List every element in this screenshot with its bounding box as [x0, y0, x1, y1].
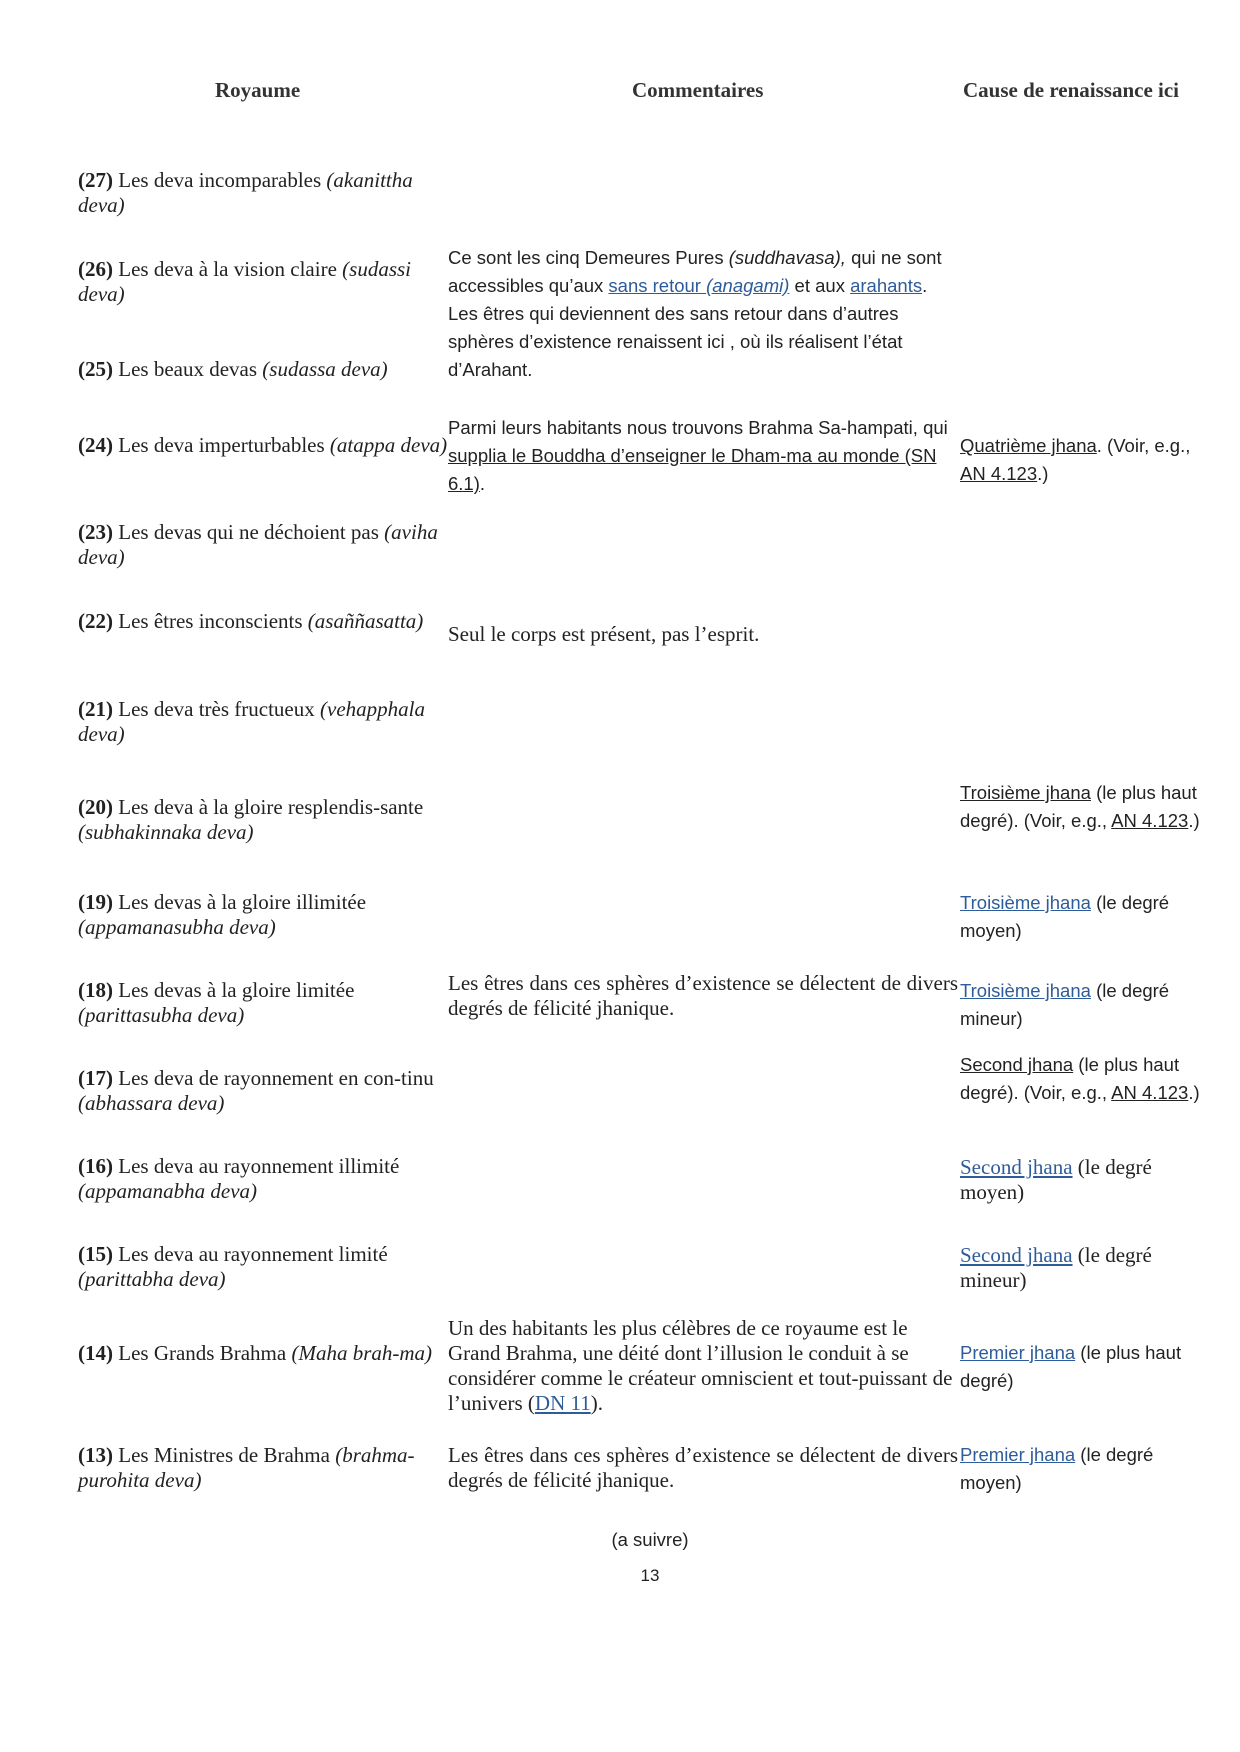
comment-text: . Les êtres qui deviennent des sans retour dans d’autres sphères d’existence renaissent ici , où ils réalisent l’état d’Arahant. [448, 275, 928, 380]
link-troisieme-jhana[interactable]: Troisième jhana [960, 892, 1091, 913]
comment-text: Un des habitants les plus célèbres de ce royaume est le Grand Brahma, une déité dont l’illusion le conduit à se considérer comme le créateur omniscient et tout-puissant de l’univers ( [448, 1316, 953, 1415]
realm-pali: (aviha deva) [78, 520, 438, 569]
realm-18 [78, 978, 448, 1028]
header-royaume: Royaume [215, 78, 301, 102]
comment-brahma-sahampati [448, 414, 953, 498]
comment-text: et aux [789, 275, 851, 296]
realm-pali: (abhassara deva) [78, 1091, 225, 1115]
cause-jhana[interactable]: Troisième jhana [960, 782, 1091, 803]
realm-pali: (subhakinnaka deva) [78, 820, 254, 844]
realm-name: Les deva au rayonnement limité [118, 1242, 388, 1266]
realm-number: (18) [78, 978, 113, 1002]
cause-text: (le plus haut degré). (Voir, e.g., [960, 1054, 1180, 1103]
cause-jhana[interactable]: Quatrième jhana [960, 435, 1097, 456]
realm-name: Les deva au rayonnement illimité [118, 1154, 400, 1178]
realm-pali: (vehapphala deva) [78, 697, 425, 746]
comment-pure-abodes [448, 244, 948, 384]
cause-text: .) [1037, 463, 1049, 484]
realm-number: (19) [78, 890, 113, 914]
an-reference[interactable]: AN 4.123 [1111, 1082, 1189, 1103]
comment-text: ). [590, 1391, 603, 1415]
realm-pali: (appamanasubha deva) [78, 915, 276, 939]
realm-number: (25) [78, 357, 113, 381]
link-dn-11[interactable]: DN 11 [534, 1391, 591, 1415]
link-premier-jhana[interactable]: Premier jhana [960, 1444, 1076, 1465]
cause-text: .) [1188, 1082, 1200, 1103]
cause-jhana[interactable]: Second jhana [960, 1054, 1074, 1075]
realm-pali: (asaññasatta) [307, 609, 424, 633]
realm-pali: (akanittha deva) [78, 168, 413, 217]
realm-pali: (parittasubha deva) [78, 1003, 245, 1027]
cause-text: (le degré moyen) [960, 892, 1170, 941]
cause-19 [960, 889, 1210, 945]
link-sans-retour[interactable] [608, 275, 789, 296]
realm-pali: (appamanabha deva) [78, 1179, 258, 1203]
realm-number: (13) [78, 1443, 113, 1467]
realm-pali: (sudassi deva) [78, 257, 412, 306]
sn-reference[interactable]: supplia le Bouddha d’enseigner le Dham-ma au monde (SN 6.1) [448, 445, 937, 494]
realm-19 [78, 890, 448, 940]
cause-24 [960, 432, 1210, 488]
realm-number: (21) [78, 697, 113, 721]
page-number: 13 [640, 1566, 660, 1585]
realm-pali: (brahma-purohita deva) [78, 1443, 415, 1492]
realm-pali: (atappa deva) [329, 433, 448, 457]
realm-number: (27) [78, 168, 113, 192]
cause-20 [960, 779, 1210, 835]
realm-name: Les beaux devas [118, 357, 258, 381]
realm-number: (22) [78, 609, 113, 633]
comment-text: Ce sont les cinq Demeures Pures [448, 247, 729, 268]
realm-21 [78, 697, 448, 747]
comment-great-brahma [448, 1316, 953, 1416]
realm-27 [78, 168, 448, 218]
realm-name: Les deva imperturbables [118, 433, 325, 457]
realm-name: Les deva de rayonnement en con-tinu [118, 1066, 434, 1090]
realm-14 [78, 1341, 448, 1366]
continued-note: (a suivre) [611, 1529, 689, 1550]
cause-16 [960, 1155, 1190, 1205]
comment-text: qui ne sont accessibles qu’aux [448, 247, 942, 296]
link-troisieme-jhana[interactable]: Troisième jhana [960, 980, 1091, 1001]
comment-unconscious: Seul le corps est présent, pas l’esprit. [448, 622, 760, 646]
realm-20 [78, 795, 448, 845]
link-second-jhana[interactable]: Second jhana [960, 1155, 1073, 1179]
comment-text: . [479, 473, 486, 494]
realm-16 [78, 1154, 448, 1204]
cause-text: . (Voir, e.g., [1096, 435, 1191, 456]
realm-name: Les deva incomparables [118, 168, 322, 192]
link-premier-jhana[interactable]: Premier jhana [960, 1342, 1076, 1363]
realm-number: (17) [78, 1066, 113, 1090]
realm-number: (26) [78, 257, 113, 281]
realm-number: (16) [78, 1154, 113, 1178]
cause-13 [960, 1441, 1210, 1497]
header-cause: Cause de renaissance ici [963, 78, 1180, 102]
realm-number: (20) [78, 795, 113, 819]
realm-number: (24) [78, 433, 113, 457]
comment-text: Parmi leurs habitants nous trouvons Brahma Sa-hampati, qui [448, 417, 948, 438]
cause-text: (le plus haut degré) [960, 1342, 1182, 1391]
realm-name: Les deva à la gloire resplendis-sante [118, 795, 424, 819]
realm-22 [78, 609, 448, 634]
realm-17 [78, 1066, 448, 1116]
realm-pali: (Maha brah-ma) [291, 1341, 433, 1365]
an-reference[interactable]: AN 4.123 [1111, 810, 1189, 831]
cause-text: (le degré mineur) [960, 1243, 1152, 1292]
cause-14 [960, 1339, 1210, 1395]
cause-17 [960, 1051, 1210, 1107]
header-commentaires: Commentaires [632, 78, 764, 102]
realm-23 [78, 520, 448, 570]
realm-pali: (parittabha deva) [78, 1267, 226, 1291]
link-text-italic: (anagami) [706, 275, 790, 296]
realm-name: Les devas qui ne déchoient pas [118, 520, 379, 544]
realm-number: (23) [78, 520, 113, 544]
comment-text-italic: (suddhavasa), [728, 247, 846, 268]
cause-15 [960, 1243, 1190, 1293]
realm-name: Les devas à la gloire illimitée [118, 890, 367, 914]
cause-text: .) [1188, 810, 1200, 831]
comment-ministers: Les êtres dans ces sphères d’existence se délectent de divers degrés de félicité jhanique. [448, 1443, 958, 1492]
realm-number: (14) [78, 1341, 113, 1365]
realm-name: Les deva à la vision claire [118, 257, 337, 281]
link-second-jhana[interactable]: Second jhana [960, 1243, 1073, 1267]
realm-number: (15) [78, 1242, 113, 1266]
link-text: sans retour [608, 275, 707, 296]
cause-text: (le degré mineur) [960, 980, 1170, 1029]
link-arahants[interactable]: arahants [850, 275, 923, 296]
realm-name: Les deva très fructueux [118, 697, 315, 721]
realm-name: Les Ministres de Brahma [118, 1443, 330, 1467]
realm-pali: (sudassa deva) [262, 357, 388, 381]
cause-18 [960, 977, 1210, 1033]
realm-13 [78, 1443, 448, 1493]
realm-25 [78, 357, 448, 382]
realm-15 [78, 1242, 448, 1292]
cause-text: (le degré moyen) [960, 1444, 1154, 1493]
cause-text: (le plus haut degré). (Voir, e.g., [960, 782, 1197, 831]
realm-name: Les devas à la gloire limitée [118, 978, 355, 1002]
comment-jhanic-bliss: Les êtres dans ces sphères d’existence se délectent de divers degrés de félicité jhanique. [448, 971, 958, 1020]
realm-name: Les Grands Brahma [118, 1341, 287, 1365]
realm-name: Les êtres inconscients [118, 609, 303, 633]
realm-26 [78, 257, 448, 307]
an-reference[interactable]: AN 4.123 [960, 463, 1038, 484]
cause-text: (le degré moyen) [960, 1155, 1152, 1204]
realm-24 [78, 433, 448, 458]
